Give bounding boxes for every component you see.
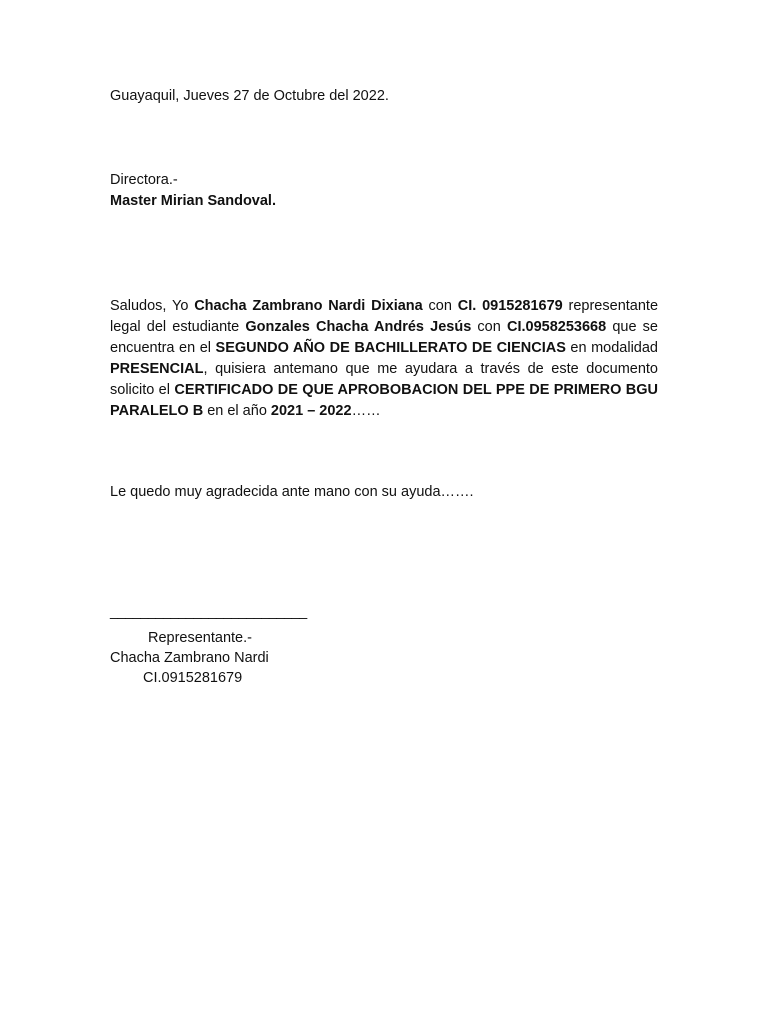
signature-role: Representante.- <box>148 630 252 646</box>
body-text-segment: que se encuentra en el <box>110 319 658 356</box>
signature-name: Chacha Zambrano Nardi <box>110 650 269 666</box>
body-text-segment: , quisiera antemano que me ayudara a través de este documento solicito el <box>110 361 658 398</box>
signature-id: CI.0915281679 <box>143 670 243 686</box>
body-text-segment: con <box>422 298 458 314</box>
body-bold-segment: CI. 0915281679 <box>457 298 563 314</box>
letter-date: Guayaquil, Jueves 27 de Octubre del 2022. <box>110 88 389 104</box>
body-text-segment: representante legal del estudiante <box>110 298 659 335</box>
body-bold-segment: Chacha Zambrano Nardi Dixiana <box>194 298 423 314</box>
body-bold-segment: Gonzales Chacha Andrés Jesús <box>245 319 472 335</box>
body-text-segment: …… <box>351 403 381 419</box>
body-bold-segment: PRESENCIAL <box>110 361 204 377</box>
letter-body <box>110 296 658 422</box>
addressee-title: Directora.- <box>110 172 178 188</box>
body-text-segment: en el año <box>203 403 271 419</box>
body-text-segment: Saludos, Yo <box>110 298 195 314</box>
body-bold-segment: CERTIFICADO DE QUE APROBOBACION DEL PPE DE PRIMERO BGU PARALELO B <box>110 382 658 419</box>
addressee-name: Master Mirian Sandoval. <box>110 193 276 209</box>
body-text-segment: con <box>471 319 507 335</box>
signature-line: __________________________ <box>110 604 307 620</box>
body-bold-segment: 2021 – 2022 <box>270 403 352 419</box>
body-bold-segment: SEGUNDO AÑO DE BACHILLERATO DE CIENCIAS <box>215 340 566 356</box>
body-bold-segment: CI.0958253668 <box>506 319 607 335</box>
letter-closing: Le quedo muy agradecida ante mano con su ayuda……. <box>110 484 474 500</box>
body-text-segment: en modalidad <box>565 340 658 356</box>
